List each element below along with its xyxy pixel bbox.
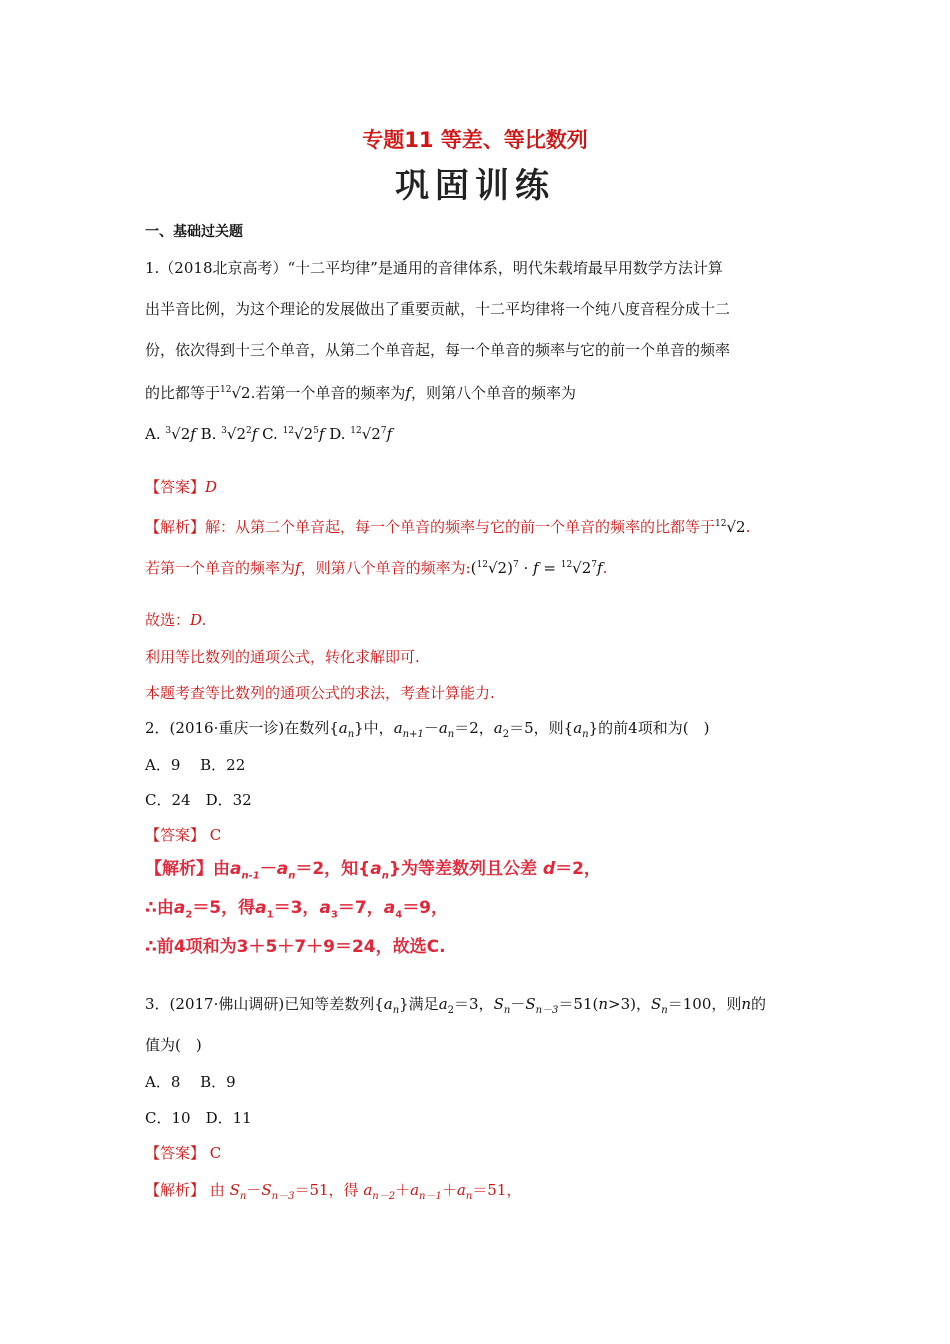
q1-note-2: 本题考查等比数列的通项公式的求法，考查计算能力.: [145, 684, 495, 702]
q2-explanation-1: 【解析】由$a_{n-1}-a_n=2$，知$\{a_n\}$为等差数列且公差 d＝2，: [145, 859, 601, 882]
q2-options-ab: A．9 B．22: [145, 756, 246, 774]
q3-stem: 3．(2017·佛山调研)已知等差数列$\{a_n\}$满足$a_2=3$，$S_n-S_{n-3}=51(n>3)$，$S_n=100$，则n的: [145, 995, 767, 1016]
q1-answer: 【答案】D: [145, 478, 218, 496]
q2-explanation-2: ∴由$a_2=5$，得$a_1=3$，$a_3=7$，$a_4=9$，: [145, 898, 449, 921]
q3-stem-line-2: 值为( ): [145, 1036, 202, 1054]
q3-options-cd: C．10 D．11: [145, 1109, 252, 1127]
q1-line-3: 份，依次得到十三个单音，从第二个单音起，每一个单音的频率与它的前一个单音的频率: [145, 341, 731, 359]
option-b[interactable]: B. $^3√2^2f$: [200, 425, 258, 443]
q3-explanation: 【解析】 由 $S_n-S_{n-3}=51$，得 $a_{n-2}+a_{n-1}+a_n=51$，: [145, 1181, 522, 1202]
q1-explanation-2: 若第一个单音的频率为f，则第八个单音的频率为$:(^{12}√2)^7 \cdot f = ^{12}√2^7f$.: [145, 559, 608, 577]
section-heading: 一、基础过关题: [145, 224, 243, 240]
q1-options: [145, 421, 392, 444]
option-c[interactable]: C. $^{12}√2^5f$: [262, 425, 325, 443]
option-a[interactable]: A. $^3$√2f: [145, 425, 196, 443]
document-subtitle: 巩固训练: [395, 166, 555, 206]
q2-stem: 2．(2016·重庆一诊)在数列$\{a_n\}$中，$a_{n+1}-a_n=2$，$a_2=5$，则$\{a_n\}$的前4项和为( ): [145, 719, 710, 740]
q3-answer: 【答案】 C: [145, 1144, 222, 1162]
document-title: 专题11 等差、等比数列: [362, 128, 588, 152]
option-d[interactable]: D. $^{12}√2^7f$: [329, 425, 393, 443]
q1-line-1: 1.（2018北京高考）“十二平均律”是通用的音律体系，明代朱载堉最早用数学方法计算: [145, 259, 723, 277]
root-twelfth-2: $^{12}$√2: [220, 384, 251, 402]
q3-options-ab: A．8 B．9: [145, 1073, 236, 1091]
q2-options-cd: C．24 D．32: [145, 791, 252, 809]
q1-line-2: 出半音比例，为这个理论的发展做出了重要贡献，十二平均律将一个纯八度音程分成十二: [145, 300, 731, 318]
q1-explanation-1: 【解析】解：从第二个单音起，每一个单音的频率与它的前一个单音的频率的比都等于$^{12}$√2.: [145, 518, 751, 536]
q1-note-1: 利用等比数列的通项公式，转化求解即可.: [145, 648, 420, 666]
q2-answer: 【答案】 C: [145, 826, 222, 844]
q2-explanation-3: ∴前4项和为3＋5＋7＋9＝24，故选C.: [145, 937, 446, 957]
q1-line-4: 的比都等于$^{12}$√2.若第一个单音的频率为f，则第八个单音的频率为: [145, 384, 576, 402]
q1-choose: 故选：D.: [145, 611, 207, 629]
